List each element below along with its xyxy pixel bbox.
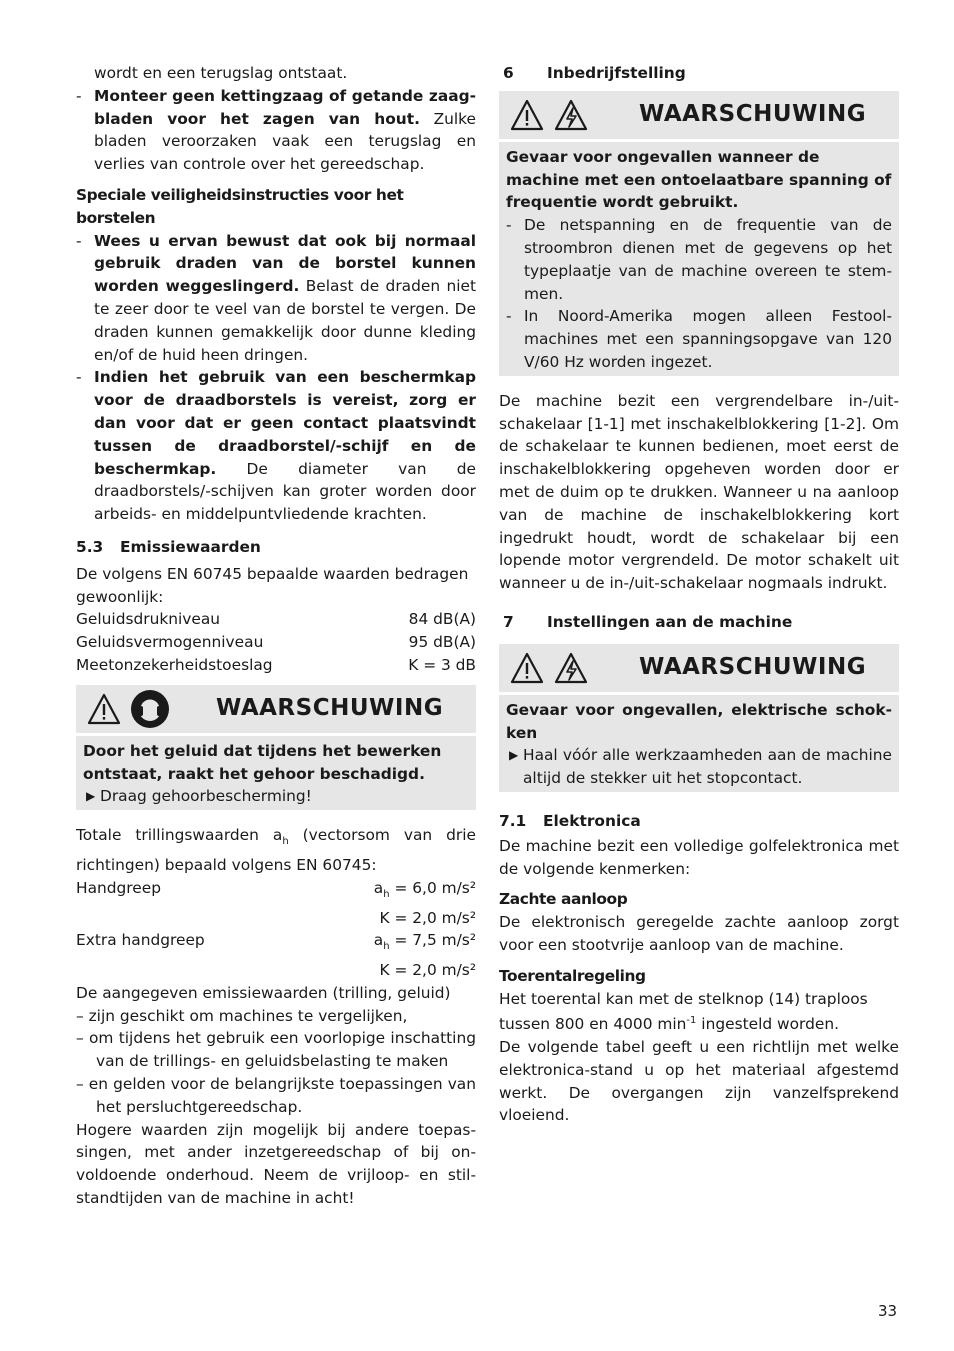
section-7-heading xyxy=(499,611,899,634)
arrow-icon: ▶ xyxy=(86,789,96,804)
brush2-bold: Indien het gebruik van een beschermkap voor de draadborstels is vereist, zorg er dan voor dat er geen contact plaatsvindt tussen de draadborstel/-schijf en de beschermkap. xyxy=(94,368,476,478)
vibration-k-row xyxy=(76,959,476,982)
section-number: 7 xyxy=(503,612,514,631)
list-item: - Indien het gebruik van een beschermkap voor de draadborstels is vereist, zorg er dan voor dat er geen contact plaatsvindt tussen de draadborstel/-schijf en de beschermkap. De diameter van de draadborstels/-schijven kan groter worden door arbeids- en middelpuntvliedende krachten. xyxy=(76,368,476,524)
electrical-hazard-icon xyxy=(553,98,589,132)
section-title: Elektronica xyxy=(543,811,641,830)
vibration-row xyxy=(76,929,476,959)
soft-start-heading: Zachte aanloop xyxy=(499,890,628,909)
left-column xyxy=(76,62,476,1210)
warning-title: WAARSCHUWING xyxy=(639,654,867,681)
warning-header xyxy=(499,644,899,695)
speed-heading: Toerentalregeling xyxy=(499,966,646,985)
vibration-label: Extra handgreep xyxy=(76,931,205,950)
emission2-end: Hogere waarden zijn mogelijk bij andere toepassingen, met ander inzetgereedschap of bij onvoldoende onderhoud. Neem de vrijloop- en stilstandtijden van de machine in acht! xyxy=(76,1120,476,1208)
vibration-k-row xyxy=(76,907,476,930)
emission-row xyxy=(76,631,476,654)
warning-lead: Door het geluid dat tijdens het bewerken ontstaat, raakt het gehoor beschadigd. xyxy=(83,741,442,783)
emission2-item: – zijn geschikt om machines te vergelijken, xyxy=(76,1006,408,1025)
emission2-item: – om tijdens het gebruik een voorlopige inschatting van de trillings- en geluidsbelasting te maken xyxy=(76,1029,476,1071)
warning-header xyxy=(76,685,476,736)
list-item: - Monteer geen kettingzaag of getande zaagbladen voor het zagen van hout. Zulke bladen veroorzaken vaak een terugslag en verlies van controle over het gereedschap. xyxy=(76,86,476,174)
vibration-value: $a_h = 6,0$ m/s² xyxy=(373,878,476,900)
electronics-intro: De machine bezit een volledige golfelektronica met de volgende kenmerken: xyxy=(499,836,899,878)
section-title: Emissiewaarden xyxy=(120,537,261,556)
section-6-heading xyxy=(499,62,899,85)
warning-triangle-icon xyxy=(509,651,545,685)
right-column xyxy=(499,62,899,1127)
speed-text: Het toerental kan met de stelknop (14) traploos tussen 800 en 4000 $\min^{-1}$ ingesteld worden. xyxy=(499,989,868,1034)
noise-warning-box xyxy=(76,685,476,810)
switch-description: De machine bezit een vergrendelbare in-/uit-schakelaar [1-1] met inschakelblokkering [1-2]. Om de schakelaar te kunnen bedienen, moet eerst de inschakelblokkering opgeheven worden door er met de duim op te drukken. Wanneer u na aanloop van de machine de inschakelblokkering kort ingedrukt houdt, wordt de schakelaar bij een lopende motor vergrendeld. De motor schakelt uit wanneer u de in-/uit-schakelaar nogmaals indrukt. xyxy=(499,391,899,593)
warning-lead: Gevaar voor ongevallen wanneer de machine met een ontoelaatbare spanning of frequentie wordt gebruikt. xyxy=(506,147,892,212)
emission-row xyxy=(76,608,476,631)
instruction-text: Draag gehoorbescherming! xyxy=(100,787,312,806)
intro-continuation: wordt en een terugslag ontstaat. xyxy=(94,64,348,82)
warning-title: WAARSCHUWING xyxy=(216,695,444,722)
emission-value: 95 dB(A) xyxy=(408,633,476,652)
section-title: Instellingen aan de machine xyxy=(547,612,793,631)
section-number: 5.3 xyxy=(76,537,104,556)
brush2-text: De diameter van de draadborstels/-schijven kan groter worden door arbeids- en middelpuntvliedende krachten. xyxy=(94,459,476,524)
section-7-1-heading xyxy=(499,810,899,833)
warning-instruction xyxy=(83,785,469,808)
instruction-text: Haal vóór alle werkzaamheden aan de machine altijd de stekker uit het stopcontact. xyxy=(523,746,892,788)
section-number: 6 xyxy=(503,64,514,82)
chain-warning-text: Zulke bladen veroorzaken vaak een terugslag en verlies van controle over het gereedschap. xyxy=(94,109,476,174)
emission-value: K = 3 dB xyxy=(408,655,476,674)
emission-label: Geluidsdrukniveau xyxy=(76,610,221,629)
warning-item: - In Noord-Amerika mogen alleen Festool-machines met een spanningsopgave van 120 V/60 Hz worden ingezet. xyxy=(506,307,892,371)
table-intro: De volgende tabel geeft u een richtlijn met welke elektronica-stand u op het materiaal afgestemd werkt. De overgangen zijn vanzelfsprekend vloeiend. xyxy=(499,1038,899,1125)
brush-heading: Speciale veiligheidsinstructies voor het borstelen xyxy=(76,185,404,227)
warning-triangle-icon xyxy=(86,692,122,726)
warning-instruction xyxy=(506,744,892,790)
warning-item: - De netspanning en de frequentie van de stroombron dienen met de gegevens op het typeplaatje van de machine overeen te stemmen. xyxy=(506,216,892,303)
emission-intro: De volgens EN 60745 bepaalde waarden bedragen gewoonlijk: xyxy=(76,564,469,606)
list-item: - Wees u ervan bewust dat ook bij normaal gebruik draden van de borstel kunnen worden weggeslingerd. Belast de draden niet te zeer door te veel van de borstel te vergen. De draden kunnen gemakkelijk door dunne kleding en/of de huid heen dringen. xyxy=(76,231,476,364)
brush1-text: Belast de draden niet te zeer door te veel van de borstel te vergen. De draden kunnen gemakkelijk door dunne kleding en/of de huid heen dringen. xyxy=(94,277,476,364)
shock-warning-box xyxy=(499,644,899,792)
warning-title: WAARSCHUWING xyxy=(639,101,867,128)
warning-triangle-icon xyxy=(509,98,545,132)
emission-value: 84 dB(A) xyxy=(408,610,476,629)
vibration-k: K = 2,0 m/s² xyxy=(379,908,476,927)
warning-header xyxy=(499,91,899,142)
vibration-label: Handgreep xyxy=(76,878,161,897)
soft-start-text: De elektronisch geregelde zachte aanloop zorgt voor een stootvrije aanloop van de machine. xyxy=(499,913,899,954)
brush1-bold: Wees u ervan bewust dat ook bij normaal gebruik draden van de borstel kunnen worden weggeslingerd. xyxy=(94,231,476,296)
voltage-warning-box xyxy=(499,91,899,376)
vibration-value: $a_h = 7,5$ m/s² xyxy=(373,931,476,953)
vibration-k: K = 2,0 m/s² xyxy=(379,961,476,980)
emission-label: Geluidsvermogenniveau xyxy=(76,633,264,652)
section-number: 7.1 xyxy=(499,811,527,830)
emission2-item: – en gelden voor de belangrijkste toepassingen van het persluchtgereedschap. xyxy=(76,1075,476,1116)
section-title: Inbedrijfstelling xyxy=(547,64,686,82)
vibration-row xyxy=(76,877,476,907)
vibration-intro: Totale trillingswaarden $a_h$ (vectorsom van drie richtingen) bepaald volgens EN 60745: xyxy=(76,826,477,874)
section-5-3-heading xyxy=(76,536,476,559)
warning-lead: Gevaar voor ongevallen, elektrische schokken xyxy=(506,700,892,742)
emission-row xyxy=(76,654,476,677)
arrow-icon: ▶ xyxy=(509,748,519,763)
emission-label: Meetonzekerheidstoeslag xyxy=(76,655,273,674)
emission2-intro: De aangegeven emissiewaarden (trilling, geluid) xyxy=(76,983,451,1002)
chain-warning-bold: Monteer geen kettingzaag of getande zaagbladen voor het zagen van hout. xyxy=(94,86,476,128)
electrical-hazard-icon xyxy=(553,651,589,685)
page-number: 33 xyxy=(878,1302,898,1320)
hearing-protection-icon xyxy=(130,689,170,729)
